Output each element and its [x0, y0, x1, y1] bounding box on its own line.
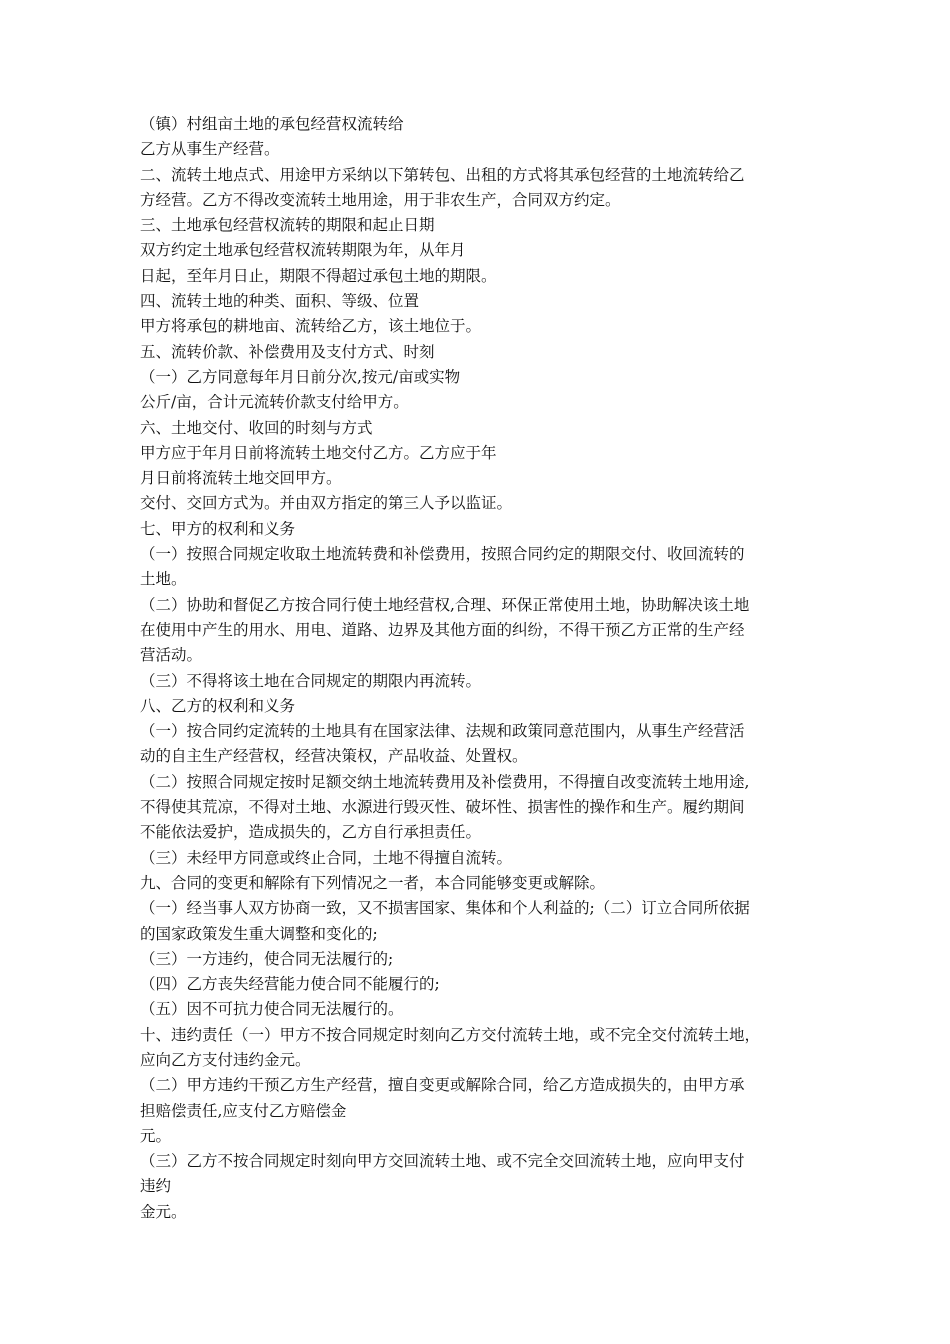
- text-line: 三、土地承包经营权流转的期限和起止日期: [140, 216, 435, 235]
- text-line: 营活动。: [140, 646, 203, 665]
- text-line: 方经营。乙方不得改变流转土地用途，用于非农生产，合同双方约定。: [140, 190, 621, 209]
- text-line: 月日前将流转土地交回甲方。: [140, 469, 342, 488]
- text-line: 七、甲方的权利和义务: [140, 519, 296, 538]
- text-line: （二）协助和督促乙方按合同行使土地经营权,合理、环保正常使用土地，协助解决该土地: [140, 595, 750, 614]
- text-line: 不得使其荒凉，不得对土地、水源进行毁灭性、破坏性、损害性的操作和生产。履约期间: [140, 798, 745, 817]
- text-line: （三）乙方不按合同规定时刻向甲方交回流转土地、或不完全交回流转土地，应向甲支付: [140, 1152, 745, 1171]
- text-line: （一）乙方同意每年月日前分次,按元/亩或实物: [140, 367, 461, 386]
- text-line: 金元。: [140, 1202, 187, 1221]
- text-line: （三）未经甲方同意或终止合同，土地不得擅自流转。: [140, 848, 513, 867]
- text-line: 九、合同的变更和解除有下列情况之一者，本合同能够变更或解除。: [140, 873, 606, 892]
- text-line: （三）不得将该土地在合同规定的期限内再流转。: [140, 671, 482, 690]
- text-line: 的国家政策发生重大调整和变化的;: [140, 924, 378, 943]
- text-line: 双方约定土地承包经营权流转期限为年，从年月: [140, 241, 466, 260]
- text-line: 十、违约责任（一）甲方不按合同规定时刻向乙方交付流转土地，或不完全交付流转土地，: [140, 1025, 761, 1044]
- document-body: [140, 112, 812, 1225]
- text-line: 元。: [140, 1126, 172, 1145]
- text-line: 土地。: [140, 570, 187, 589]
- text-line: 四、流转土地的种类、面积、等级、位置: [140, 292, 420, 311]
- text-line: 应向乙方支付违约金元。: [140, 1050, 311, 1069]
- text-line: 甲方将承包的耕地亩、流转给乙方，该土地位于。: [140, 317, 482, 336]
- text-line: （一）按照合同规定收取土地流转费和补偿费用，按照合同约定的期限交付、收回流转的: [140, 545, 745, 564]
- text-line: （五）因不可抗力使合同无法履行的。: [140, 1000, 404, 1019]
- text-line: 乙方从事生产经营。: [140, 140, 280, 159]
- text-line: （一）经当事人双方协商一致，又不损害国家、集体和个人利益的;（二）订立合同所依据: [140, 899, 750, 918]
- text-line: 在使用中产生的用水、用电、道路、边界及其他方面的纠纷，不得干预乙方正常的生产经: [140, 620, 745, 639]
- text-line: 日起，至年月日止，期限不得超过承包土地的期限。: [140, 266, 497, 285]
- text-line: 二、流转土地点式、用途甲方采纳以下第转包、出租的方式将其承包经营的土地流转给乙: [140, 165, 745, 184]
- text-line: 动的自主生产经营权，经营决策权，产品收益、处置权。: [140, 747, 528, 766]
- text-line: 六、土地交付、收回的时刻与方式: [140, 418, 373, 437]
- text-line: 公斤/亩，合计元流转价款支付给甲方。: [140, 393, 409, 412]
- text-line: （镇）村组亩土地的承包经营权流转给: [140, 115, 404, 133]
- text-line: 交付、交回方式为。并由双方指定的第三人予以监证。: [140, 494, 513, 513]
- text-line: （三）一方违约，使合同无法履行的;: [140, 949, 394, 968]
- text-line: （四）乙方丧失经营能力使合同不能履行的;: [140, 975, 440, 994]
- text-line: （一）按合同约定流转的土地具有在国家法律、法规和政策同意范围内，从事生产经营活: [140, 722, 745, 741]
- text-line: 担赔偿责任,应支付乙方赔偿金: [140, 1101, 347, 1120]
- text-line: 五、流转价款、补偿费用及支付方式、时刻: [140, 342, 435, 361]
- text-line: （二）甲方违约干预乙方生产经营，擅自变更或解除合同，给乙方造成损失的，由甲方承: [140, 1076, 745, 1095]
- text-line: 不能依法爱护，造成损失的，乙方自行承担责任。: [140, 823, 482, 842]
- text-line: 八、乙方的权利和义务: [140, 696, 296, 715]
- text-line: （二）按照合同规定按时足额交纳土地流转费用及补偿费用，不得擅自改变流转土地用途,: [140, 772, 750, 791]
- text-line: 违约: [140, 1177, 172, 1196]
- text-line: 甲方应于年月日前将流转土地交付乙方。乙方应于年: [140, 443, 497, 462]
